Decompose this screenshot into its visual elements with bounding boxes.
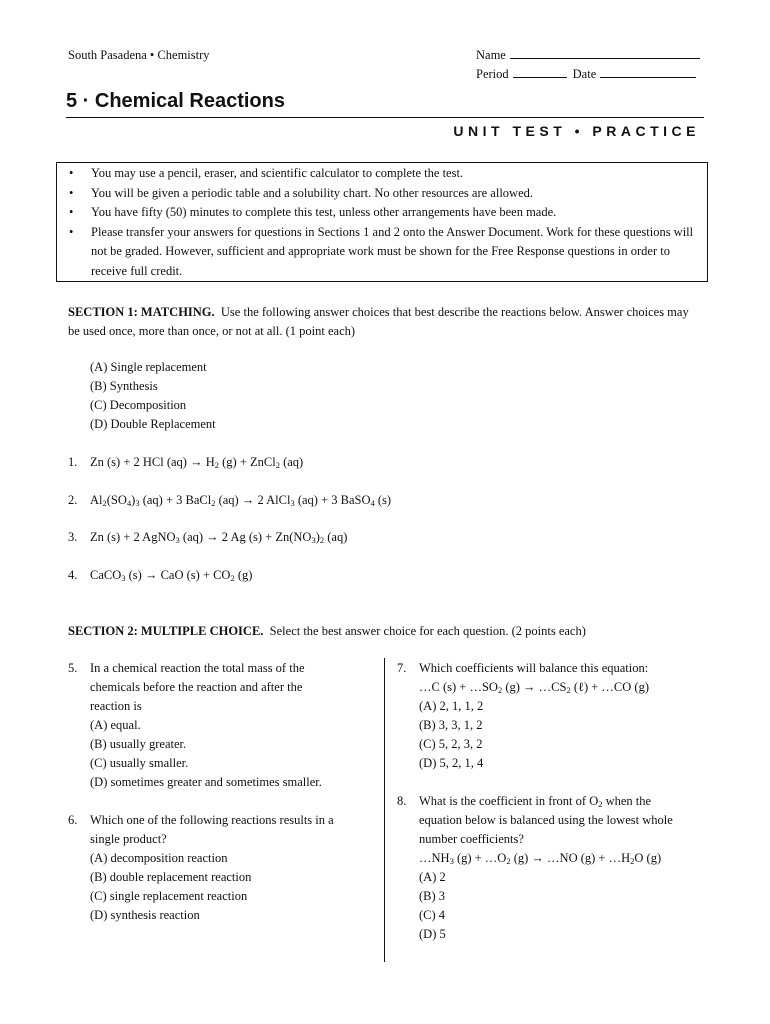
question-number: 1. [68, 455, 78, 469]
question-line: (C) 5, 2, 3, 2 [419, 737, 483, 751]
question-number: 2. [68, 493, 78, 507]
question-line: (D) synthesis reaction [90, 908, 200, 922]
instruction-item: • You may use a pencil, eraser, and scientific calculator to complete the test. [69, 164, 701, 184]
school-course-label: South Pasadena • Chemistry [68, 48, 210, 62]
answer-choice: (D) Double Replacement [90, 417, 216, 431]
date-field[interactable] [600, 65, 696, 78]
title-divider [66, 117, 704, 118]
date-label: Date [572, 67, 597, 81]
question-line: (B) double replacement reaction [90, 870, 252, 884]
question-line: chemicals before the reaction and after the [90, 680, 303, 694]
name-label: Name [476, 48, 506, 62]
mc-question [397, 659, 707, 773]
question-line: (B) usually greater. [90, 737, 187, 751]
mc-question [68, 659, 378, 792]
question-line: $\dots NH_3$ $(g) + \dots O_2$ (g) → …NO $(g) + \dots H_2O$ (g) [419, 851, 662, 866]
question-line: (A) 2 [419, 870, 446, 884]
question-number: 7. [397, 661, 407, 675]
question-line: (B) 3 [419, 889, 446, 903]
question-line: (B) 3, 3, 1, 2 [419, 718, 483, 732]
question-body [90, 811, 334, 925]
question-line: (C) single replacement reaction [90, 889, 248, 903]
section1-heading: SECTION 1: MATCHING. [68, 305, 215, 319]
question-line: (A) equal. [90, 718, 141, 732]
question-line: (D) 5 [419, 927, 446, 941]
question-number: 3. [68, 530, 78, 544]
student-info-fields [476, 46, 700, 84]
question-line: (C) 4 [419, 908, 446, 922]
column-divider [384, 658, 385, 962]
question-line: reaction is [90, 699, 142, 713]
question-line: …C $(s) + \dots SO_2$ $(g) \to \dots CS_2$ (ℓ) + …CO (g) [419, 680, 649, 695]
question-line: (D) sometimes greater and sometimes smaller. [90, 775, 322, 789]
period-label: Period [476, 67, 509, 81]
question-body [90, 659, 322, 792]
instructions-box [56, 162, 708, 282]
question-line: What is the coefficient in front of $O_2$ when the [419, 794, 652, 809]
question-line: (A) 2, 1, 1, 2 [419, 699, 484, 713]
answer-choice: (C) Decomposition [90, 398, 187, 412]
question-number: 6. [68, 813, 78, 827]
question-line: (D) 5, 2, 1, 4 [419, 756, 484, 770]
name-field[interactable] [510, 46, 700, 59]
question-line: single product? [90, 832, 167, 846]
matching-question [68, 566, 252, 585]
matching-question [68, 528, 347, 547]
mc-question [397, 792, 707, 944]
question-line: Which coefficients will balance this equation: [419, 661, 649, 675]
instruction-item: • You have fifty (50) minutes to complete this test, unless other arrangements have been made. [69, 203, 701, 223]
instruction-item: • You will be given a periodic table and a solubility chart. No other resources are allowed. [69, 184, 701, 204]
question-number: 4. [68, 568, 78, 582]
question-line: In a chemical reaction the total mass of the [90, 661, 305, 675]
question-line: Which one of the following reactions results in a [90, 813, 334, 827]
section2-left-column [68, 659, 378, 925]
question-number: 8. [397, 794, 407, 808]
question-line: equation below is balanced using the lowest whole [419, 813, 673, 827]
answer-choice: (B) Synthesis [90, 379, 158, 393]
page-title: 5 · Chemical Reactions [66, 90, 285, 112]
section2-intro [68, 622, 700, 641]
section2-heading: SECTION 2: MULTIPLE CHOICE. [68, 624, 264, 638]
section1-choices [90, 358, 216, 434]
question-line: number coefficients? [419, 832, 524, 846]
mc-question [68, 811, 378, 925]
section1-intro [68, 303, 700, 341]
section2-text: Select the best answer choice for each question. (2 points each) [269, 624, 586, 638]
answer-choice: (A) Single replacement [90, 360, 207, 374]
matching-question [68, 491, 391, 510]
matching-question [68, 453, 303, 472]
question-line: (C) usually smaller. [90, 756, 189, 770]
question-equation: Zn (s) + 2 HCl $(aq) \to H_2$ (g) + ZnCl$_2$ (aq) [90, 455, 304, 470]
instructions-list [69, 164, 701, 281]
question-body [419, 792, 673, 944]
question-equation: CaCO$_3$ (s) → CaO $(s) + CO_2$ (g) [90, 568, 253, 583]
question-number: 5. [68, 661, 78, 675]
section1-text: Use the following answer choices that best describe the reactions below. Answer choices may be used once, more than once, or not at all. (1 point each) [68, 305, 689, 338]
question-equation: Zn (s) + 2 AgNO$_3$ (aq) → 2 Ag $(s) + Zn(NO_3)_2$ (aq) [90, 530, 348, 545]
question-body [419, 659, 649, 773]
question-line: (A) decomposition reaction [90, 851, 228, 865]
period-field[interactable] [513, 65, 567, 78]
page-subtitle: UNIT TEST • PRACTICE [453, 123, 700, 139]
question-equation: $Al_2(SO_4)_3$ (aq) + 3 BaCl$_2$ (aq) → 2 AlCl$_3$ (aq) + 3 BaSO$_4$ (s) [90, 493, 392, 508]
section2-right-column [397, 659, 707, 944]
instruction-item: • Please transfer your answers for questions in Sections 1 and 2 onto the Answer Document. Work for these questions will not be graded. However, sufficient and appropriate work must be shown for the Free Response questions in order to receive full credit. [69, 223, 701, 282]
